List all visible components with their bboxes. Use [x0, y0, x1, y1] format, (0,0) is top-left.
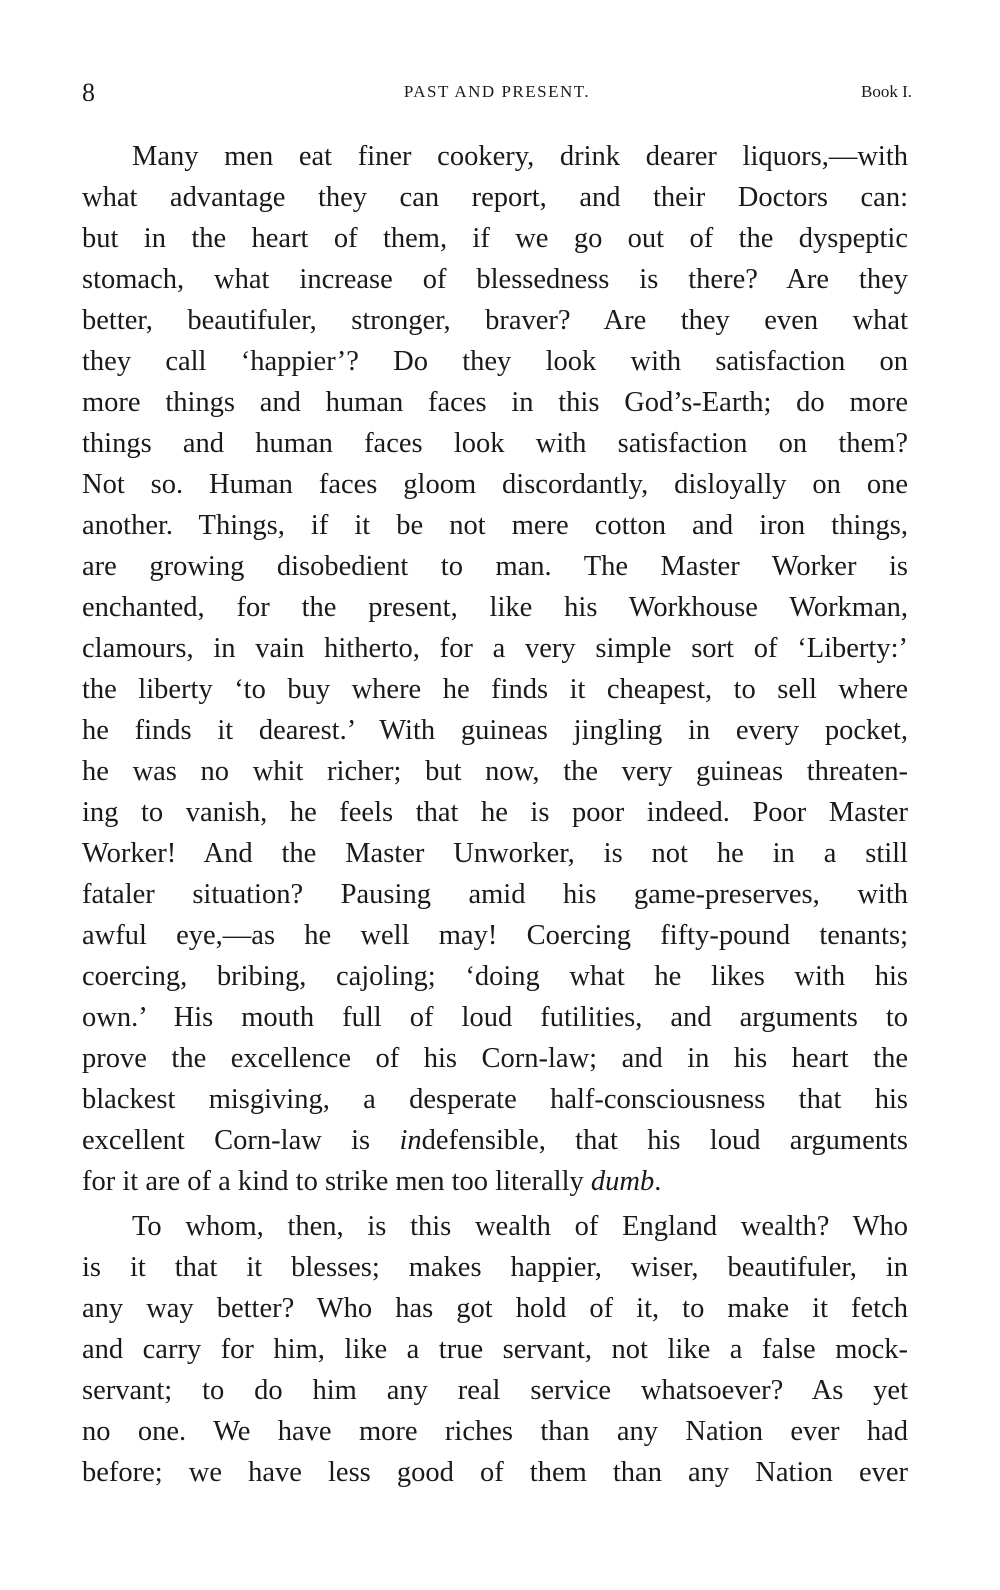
page-number: 8: [82, 78, 95, 107]
text-line: better, beautifuler, stronger, braver? Are they even what: [82, 305, 908, 336]
text-line: stomach, what increase of blessedness is there? Are they: [82, 264, 908, 295]
text-line: excellent Corn-law is indefensible, that his loud arguments: [82, 1125, 908, 1156]
book-label: Book I.: [861, 82, 912, 101]
text-line: but in the heart of them, if we go out of the dyspeptic: [82, 223, 908, 254]
text-line: coercing, bribing, cajoling; ‘doing what he likes with his: [82, 961, 908, 992]
text-line: another. Things, if it be not mere cotton and iron things,: [82, 510, 908, 541]
text-line: no one. We have more riches than any Nation ever had: [82, 1416, 908, 1447]
text-line: awful eye,—as he well may! Coercing fifty-pound tenants;: [82, 920, 908, 951]
text-line: the liberty ‘to buy where he finds it cheapest, to sell where: [82, 674, 908, 705]
text-line: are growing disobedient to man. The Master Worker is: [82, 551, 908, 582]
text-line: for it are of a kind to strike men too literally dumb.: [82, 1166, 662, 1197]
text-line: Many men eat finer cookery, drink dearer liquors,—with: [132, 141, 908, 172]
text-line: To whom, then, is this wealth of England wealth? Who: [132, 1211, 908, 1242]
text-line: own.’ His mouth full of loud futilities, and arguments to: [82, 1002, 908, 1033]
text-line: clamours, in vain hitherto, for a very simple sort of ‘Liberty:’: [82, 633, 908, 664]
text-line: is it that it blesses; makes happier, wiser, beautifuler, in: [82, 1252, 908, 1283]
text-line: more things and human faces in this God’s-Earth; do more: [82, 387, 908, 418]
text-line: and carry for him, like a true servant, not like a false mock-: [82, 1334, 908, 1365]
text-line: Worker! And the Master Unworker, is not he in a still: [82, 838, 908, 869]
text-line: enchanted, for the present, like his Workhouse Workman,: [82, 592, 908, 623]
text-line: things and human faces look with satisfaction on them?: [82, 428, 908, 459]
text-line: ing to vanish, he feels that he is poor indeed. Poor Master: [82, 797, 908, 828]
text-line: prove the excellence of his Corn-law; and in his heart the: [82, 1043, 908, 1074]
text-line: servant; to do him any real service whatsoever? As yet: [82, 1375, 908, 1406]
text-line: what advantage they can report, and their Doctors can:: [82, 182, 908, 213]
text-line: he was no whit richer; but now, the very guineas threaten-: [82, 756, 908, 787]
running-title: PAST AND PRESENT.: [403, 82, 591, 101]
text-line: before; we have less good of them than any Nation ever: [82, 1457, 908, 1488]
running-header: [82, 78, 912, 108]
text-line: he finds it dearest.’ With guineas jingling in every pocket,: [82, 715, 908, 746]
text-line: any way better? Who has got hold of it, to make it fetch: [82, 1293, 908, 1324]
text-line: fataler situation? Pausing amid his game-preserves, with: [82, 879, 908, 910]
text-line: they call ‘happier’? Do they look with satisfaction on: [82, 346, 908, 377]
text-line: blackest misgiving, a desperate half-consciousness that his: [82, 1084, 908, 1115]
text-line: Not so. Human faces gloom discordantly, disloyally on one: [82, 469, 908, 500]
